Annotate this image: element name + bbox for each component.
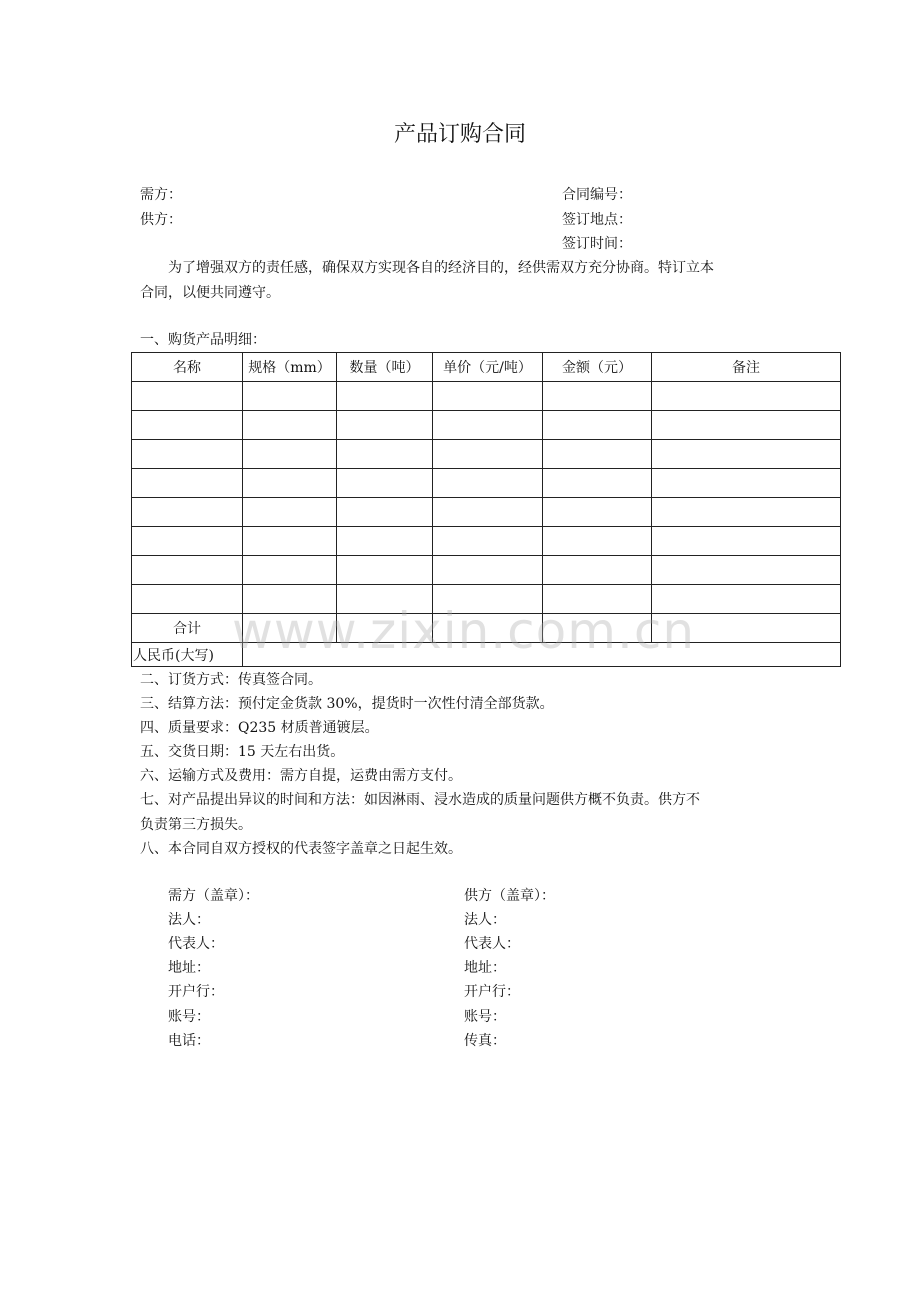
rmb-uppercase-label: 人民币(大写) xyxy=(132,643,243,667)
table-cell[interactable] xyxy=(652,440,841,469)
table-cell[interactable] xyxy=(543,527,652,556)
clause-2: 二、订货方式：传真签合同。 xyxy=(140,672,322,688)
table-cell[interactable] xyxy=(433,498,543,527)
table-cell[interactable] xyxy=(337,440,433,469)
table-row xyxy=(132,469,841,498)
table-cell[interactable] xyxy=(132,556,243,585)
table-cell[interactable] xyxy=(337,411,433,440)
table-cell[interactable] xyxy=(132,440,243,469)
table-row xyxy=(132,498,841,527)
signing-place-label: 签订地点： xyxy=(562,212,632,228)
clause-4: 四、质量要求：Q235 材质普通镀层。 xyxy=(140,720,379,736)
buyer-seal-label: 需方（盖章）： xyxy=(168,888,259,904)
table-cell[interactable] xyxy=(243,411,337,440)
header-amount: 金额（元） xyxy=(543,353,652,382)
section-1-heading: 一、购货产品明细： xyxy=(140,332,266,348)
table-cell[interactable] xyxy=(337,382,433,411)
table-cell[interactable] xyxy=(543,469,652,498)
intro-line-1: 为了增强双方的责任感，确保双方实现各自的经济目的，经供需双方充分协商。特订立本 xyxy=(168,260,714,276)
table-cell[interactable] xyxy=(652,527,841,556)
table-cell[interactable] xyxy=(132,411,243,440)
table-cell[interactable] xyxy=(652,411,841,440)
buyer-bank-label: 开户行： xyxy=(168,984,224,1000)
signing-time-label: 签订时间： xyxy=(562,236,632,252)
supplier-address-label: 地址： xyxy=(464,960,506,976)
buyer-address-label: 地址： xyxy=(168,960,210,976)
clause-8: 八、本合同自双方授权的代表签字盖章之日起生效。 xyxy=(140,841,462,857)
table-cell[interactable] xyxy=(433,440,543,469)
header-quantity: 数量（吨） xyxy=(337,353,433,382)
table-row xyxy=(132,411,841,440)
table-cell[interactable] xyxy=(337,556,433,585)
table-cell[interactable] xyxy=(132,585,243,614)
header-unit-price: 单价（元/吨） xyxy=(433,353,543,382)
supplier-seal-label: 供方（盖章）： xyxy=(464,888,555,904)
table-cell[interactable] xyxy=(243,440,337,469)
table-cell[interactable] xyxy=(433,411,543,440)
table-cell[interactable] xyxy=(243,382,337,411)
table-cell[interactable] xyxy=(337,498,433,527)
total-label: 合计 xyxy=(132,614,243,643)
table-cell[interactable] xyxy=(337,527,433,556)
table-cell[interactable] xyxy=(543,411,652,440)
intro-line-2: 合同，以便共同遵守。 xyxy=(140,285,280,301)
table-cell[interactable] xyxy=(243,527,337,556)
table-row xyxy=(132,440,841,469)
supplier-fax-label: 传真： xyxy=(464,1033,506,1049)
table-cell[interactable] xyxy=(132,469,243,498)
table-cell[interactable] xyxy=(543,440,652,469)
table-cell[interactable] xyxy=(652,469,841,498)
clause-7-line-2: 负责第三方损失。 xyxy=(140,817,252,833)
table-cell[interactable] xyxy=(132,498,243,527)
document-title: 产品订购合同 xyxy=(393,122,526,147)
table-cell[interactable] xyxy=(652,382,841,411)
table-row xyxy=(132,527,841,556)
header-spec: 规格（mm） xyxy=(243,353,337,382)
header-name: 名称 xyxy=(132,353,243,382)
table-cell[interactable] xyxy=(433,469,543,498)
table-cell[interactable] xyxy=(433,382,543,411)
supplier-account-label: 账号： xyxy=(464,1009,506,1025)
buyer-legal-label: 法人： xyxy=(168,912,210,928)
buyer-account-label: 账号： xyxy=(168,1009,210,1025)
table-cell[interactable] xyxy=(652,556,841,585)
table-cell[interactable] xyxy=(652,498,841,527)
supplier-label: 供方： xyxy=(140,212,182,228)
clause-7-line-1: 七、对产品提出异议的时间和方法：如因淋雨、浸水造成的质量问题供方概不负责。供方不 xyxy=(140,792,700,808)
buyer-rep-label: 代表人： xyxy=(168,936,224,952)
table-header-row xyxy=(132,353,841,382)
table-cell[interactable] xyxy=(433,527,543,556)
table-row xyxy=(132,556,841,585)
table-cell[interactable] xyxy=(543,382,652,411)
buyer-label: 需方： xyxy=(140,187,182,203)
table-cell[interactable] xyxy=(132,382,243,411)
table-cell[interactable] xyxy=(433,556,543,585)
clause-3: 三、结算方法：预付定金货款 30%，提货时一次性付清全部货款。 xyxy=(140,696,554,712)
table-cell[interactable] xyxy=(243,556,337,585)
table-cell[interactable] xyxy=(337,469,433,498)
header-remarks: 备注 xyxy=(652,353,841,382)
table-cell[interactable] xyxy=(243,469,337,498)
supplier-legal-label: 法人： xyxy=(464,912,506,928)
watermark: www.zixin.com.cn xyxy=(232,602,696,660)
supplier-rep-label: 代表人： xyxy=(464,936,520,952)
table-row xyxy=(132,382,841,411)
table-cell[interactable] xyxy=(243,498,337,527)
table-cell[interactable] xyxy=(132,527,243,556)
supplier-bank-label: 开户行： xyxy=(464,984,520,1000)
clause-6: 六、运输方式及费用：需方自提，运费由需方支付。 xyxy=(140,768,462,784)
contract-number-label: 合同编号： xyxy=(562,187,632,203)
table-cell[interactable] xyxy=(543,498,652,527)
clause-5: 五、交货日期：15 天左右出货。 xyxy=(140,744,345,760)
table-cell[interactable] xyxy=(543,556,652,585)
buyer-phone-label: 电话： xyxy=(168,1033,210,1049)
